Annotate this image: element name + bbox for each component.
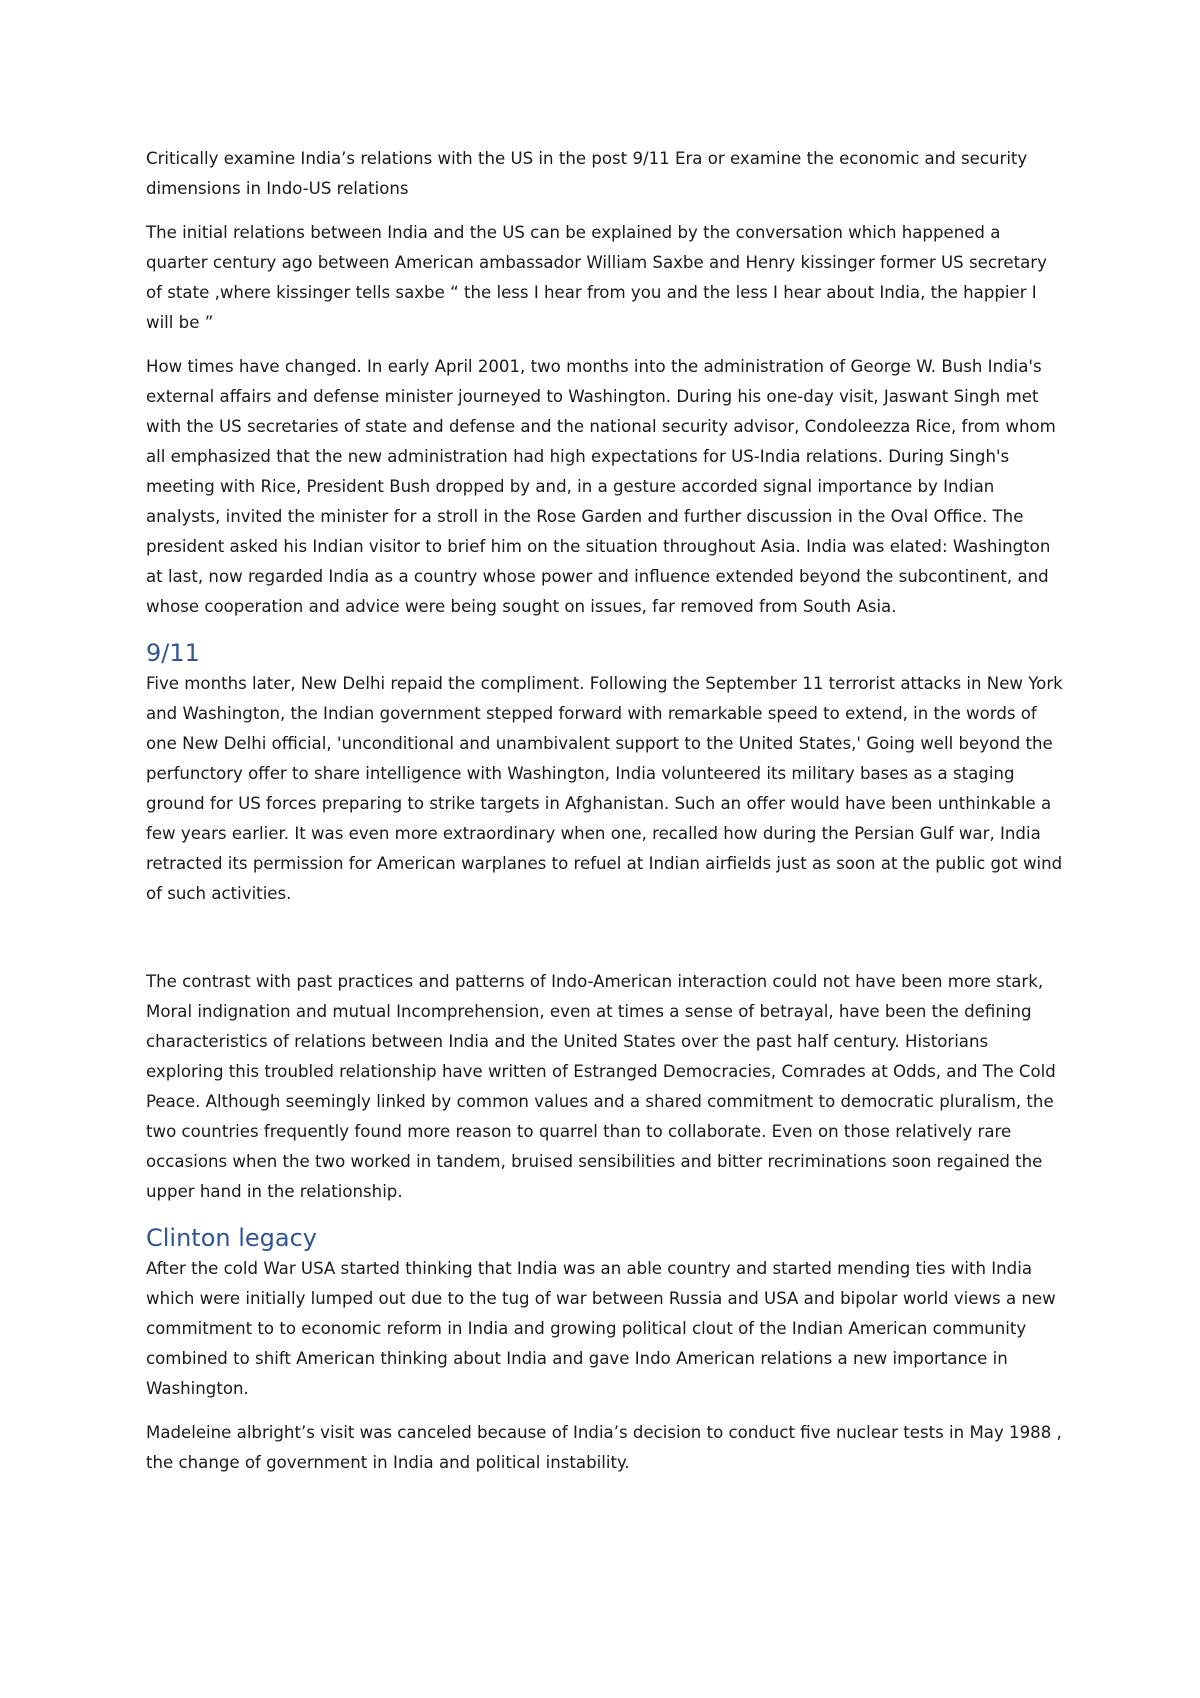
document-page [146, 144, 1066, 1492]
albright-paragraph: Madeleine albright’s visit was canceled because of India’s decision to conduct five nuclear tests in May 1988 , the change of government in India and political instability. [146, 1423, 1062, 1472]
intro-paragraph: The initial relations between India and the US can be explained by the conversation which happened a quarter century ago between American ambassador William Saxbe and Henry kissinger former US secretary of state ,where kissinger tells saxbe “ the less I hear from you and the less I hear about India, the happier I will be ” [146, 223, 1047, 332]
heading-clinton-legacy: Clinton legacy [146, 1224, 318, 1252]
paragraph-911: Five months later, New Delhi repaid the compliment. Following the September 11 terrorist attacks in New York and Washington, the Indian government stepped forward with remarkable speed to extend, in the words of one New Delhi official, 'unconditional and unambivalent support to the United States,' Going well beyond the perfunctory offer to share intelligence with Washington, India volunteered its military bases as a staging ground for US forces preparing to strike targets in Afghanistan. Such an offer would have been unthinkable a few years earlier. It was even more extraordinary when one, recalled how during the Persian Gulf war, India retracted its permission for American warplanes to refuel at Indian airfields just as soon at the public got wind of such activities. [146, 674, 1063, 903]
blank-line [146, 923, 1066, 967]
heading-911: 9/11 [146, 639, 200, 667]
times-changed-paragraph: How times have changed. In early April 2001, two months into the administration of George W. Bush India's external affairs and defense minister journeyed to Washington. During his one-day visit, Jaswant Singh met with the US secretaries of state and defense and the national security advisor, Condoleezza Rice, from whom all emphasized that the new administration had high expectations for US-India relations. During Singh's meeting with Rice, President Bush dropped by and, in a gesture accorded signal importance by Indian analysts, invited the minister for a stroll in the Rose Garden and further discussion in the Oval Office. The president asked his Indian visitor to brief him on the situation throughout Asia. India was elated: Washington at last, now regarded India as a country whose power and influence extended beyond the subcontinent, and whose cooperation and advice were being sought on issues, far removed from South Asia. [146, 357, 1056, 616]
clinton-paragraph: After the cold War USA started thinking that India was an able country and started mending ties with India which were initially lumped out due to the tug of war between Russia and USA and bipolar world views a new commitment to to economic reform in India and growing political clout of the Indian American community combined to shift American thinking about India and gave Indo American relations a new importance in Washington. [146, 1259, 1056, 1398]
contrast-paragraph: The contrast with past practices and patterns of Indo-American interaction could not have been more stark, Moral indignation and mutual Incomprehension, even at times a sense of betrayal, have been the defining characteristics of relations between India and the United States over the past half century. Historians exploring this troubled relationship have written of Estranged Democracies, Comrades at Odds, and The Cold Peace. Although seemingly linked by common values and a shared commitment to democratic pluralism, the two countries frequently found more reason to quarrel than to collaborate. Even on those relatively rare occasions when the two worked in tandem, bruised sensibilities and bitter recriminations soon regained the upper hand in the relationship. [146, 972, 1056, 1201]
question-paragraph: Critically examine India’s relations with the US in the post 9/11 Era or examine the economic and security dimensions in Indo-US relations [146, 149, 1028, 198]
